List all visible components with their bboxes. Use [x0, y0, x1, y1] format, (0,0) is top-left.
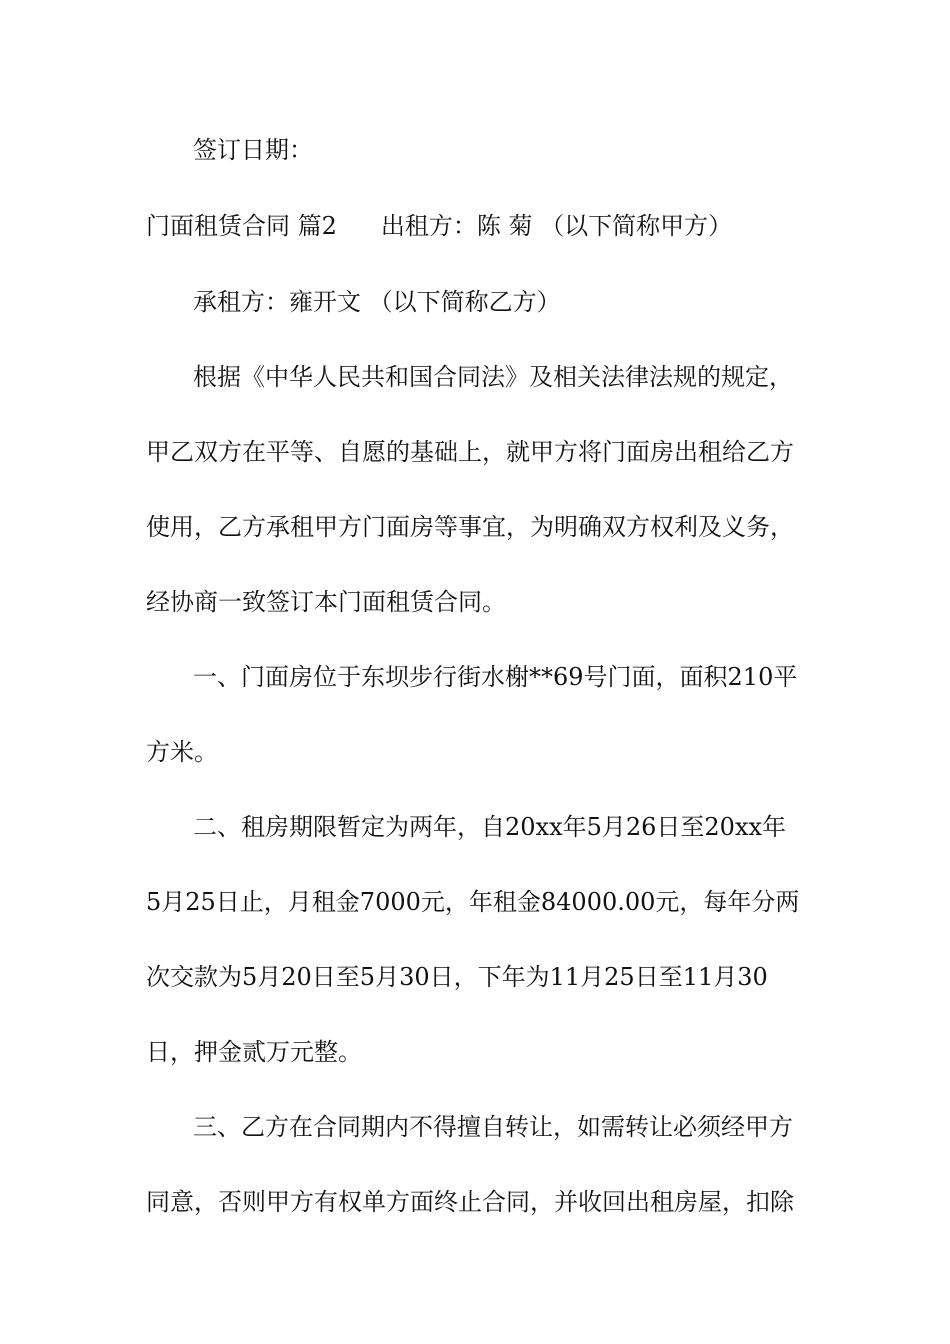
lessor-line: 出租方：陈 菊 （以下简称甲方） — [380, 212, 733, 240]
paragraph-line-4: 经协商一致签订本门面租赁合同。 — [146, 588, 506, 616]
clause-two-line-3: 次交款为5月20日至5月30日，下年为11月25日至11月30 — [146, 963, 768, 991]
clause-two-line-4: 日，押金贰万元整。 — [146, 1038, 362, 1066]
clause-two-line-2: 5月25日止，月租金7000元，年租金84000.00元，每年分两 — [146, 888, 800, 916]
clause-three-line-1: 三、乙方在合同期内不得擅自转让，如需转让必须经甲方 — [193, 1113, 793, 1141]
clause-two-line-1: 二、租房期限暂定为两年，自20xx年5月26日至20xx年 — [193, 813, 787, 841]
clause-three-line-2: 同意，否则甲方有权单方面终止合同，并收回出租房屋，扣除 — [146, 1188, 794, 1216]
signing-date-line: 签订日期： — [193, 136, 313, 164]
clause-one-line-1: 一、门面房位于东坝步行街水榭**69号门面，面积210平 — [193, 663, 798, 691]
contract-title-line — [146, 206, 816, 246]
paragraph-line-3: 使用，乙方承租甲方门面房等事宜，为明确双方权利及义务， — [146, 513, 794, 541]
paragraph-line-1: 根据《中华人民共和国合同法》及相关法律法规的规定， — [193, 363, 793, 391]
paragraph-line-2: 甲乙双方在平等、自愿的基础上，就甲方将门面房出租给乙方 — [146, 438, 794, 466]
clause-one-line-2: 方米。 — [146, 738, 218, 766]
lessee-line: 承租方：雍开文 （以下简称乙方） — [193, 288, 561, 316]
contract-title: 门面租赁合同 篇2 — [146, 212, 337, 240]
